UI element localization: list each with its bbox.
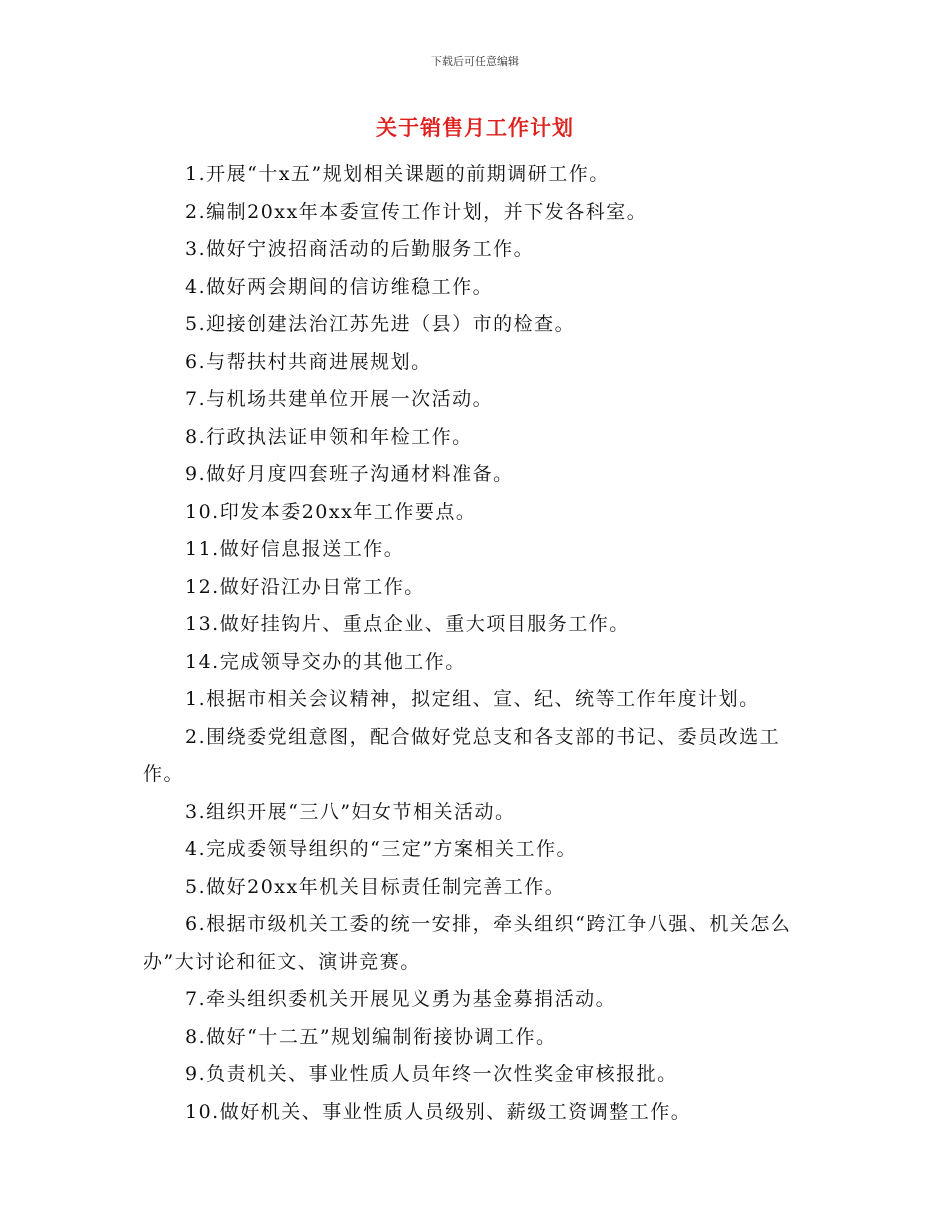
paragraph: 1.开展“十x五”规划相关课题的前期调研工作。: [185, 163, 610, 185]
paragraph: 10.印发本委20xx年工作要点。: [185, 500, 477, 523]
paragraph: 6.根据市级机关工委的统一安排，牵头组织“跨江争八强、机关怎么办”大讨论和征文、演讲竞赛。: [143, 913, 792, 973]
paragraph: 14.完成领导交办的其他工作。: [185, 650, 466, 673]
paragraph: 5.迎接创建法治江苏先进（县）市的检查。: [185, 313, 576, 335]
paragraph: 12.做好沿江办日常工作。: [185, 575, 425, 598]
paragraph: 10.做好机关、事业性质人员级别、薪级工资调整工作。: [185, 1100, 692, 1123]
paragraph: 6.与帮扶村共商进展规划。: [185, 350, 432, 373]
paragraph: 5.做好20xx年机关目标责任制完善工作。: [185, 875, 566, 898]
paragraph: 2.编制20xx年本委宣传工作计划，并下发各科室。: [185, 200, 648, 223]
paragraph: 9.做好月度四套班子沟通材料准备。: [185, 463, 514, 485]
paragraph: 13.做好挂钩片、重点企业、重大项目服务工作。: [185, 613, 630, 635]
paragraph: 2.围绕委党组意图，配合做好党总支和各支部的书记、委员改选工作。: [143, 725, 781, 785]
paragraph: 8.做好“十二五”规划编制衔接协调工作。: [185, 1025, 557, 1048]
document-title: 关于销售月工作计划: [376, 116, 574, 140]
paragraph: 3.做好宁波招商活动的后勤服务工作。: [185, 238, 535, 260]
paragraph: 1.根据市相关会议精神，拟定组、宣、纪、统等工作年度计划。: [185, 688, 760, 710]
document-body: [143, 156, 807, 1131]
paragraph: 9.负责机关、事业性质人员年终一次性奖金审核报批。: [185, 1063, 678, 1085]
paragraph: 4.完成委领导组织的“三定”方案相关工作。: [185, 838, 578, 860]
paragraph: 7.与机场共建单位开展一次活动。: [185, 388, 494, 410]
paragraph: 8.行政执法证申领和年检工作。: [185, 425, 473, 448]
paragraph: 3.组织开展“三八”妇女节相关活动。: [185, 800, 516, 823]
paragraph: 7.牵头组织委机关开展见义勇为基金募捐活动。: [185, 988, 617, 1010]
paragraph: 11.做好信息报送工作。: [185, 538, 405, 560]
paragraph: 4.做好两会期间的信访维稳工作。: [185, 275, 494, 298]
page-header-note: 下载后可任意编辑: [431, 55, 519, 68]
